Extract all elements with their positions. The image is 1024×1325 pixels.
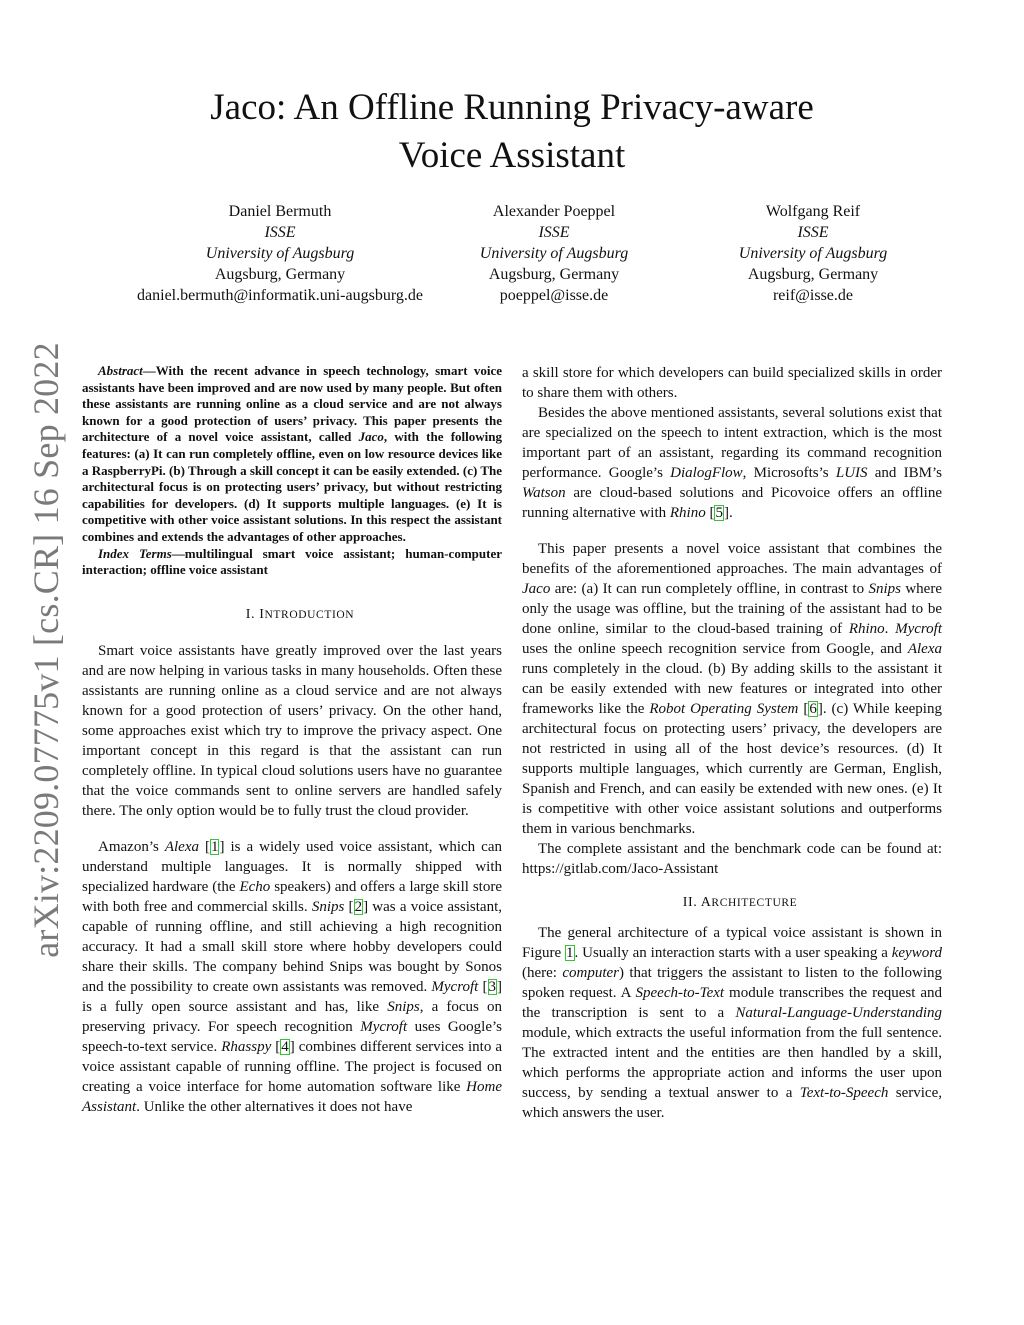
citation-link[interactable]: 6 <box>809 701 817 717</box>
arxiv-stamp <box>8 342 84 958</box>
author-org: University of Augsburg <box>479 245 629 262</box>
architecture-paragraph-1: The general architecture of a typical voice assistant is shown in Figure 1. Usually an interaction starts with a user speaking a keyword (here: computer) that triggers the assistant to listen to the following spoken request. A Speech-to-Text module transcribes the request and the transcription is sent to a Natural-Language-Understanding module, which extracts the useful information from the full sentence. The extracted intent and the entities are then handled by a skill, which performs the appropriate action and informs the user upon success, by sending a textual answer to a Text-to-Speech service, which answers the user. <box>522 925 943 1121</box>
intro-paragraph-2: Amazon’s Alexa [1] is a widely used voice assistant, which can understand multiple languages. It is normally shipped with specialized hardware (the Echo speakers) and offers a large skill store with both free and commercial skills. Snips [2] was a voice assistant, capable of running offline, and still achieving a high recognition accuracy. It had a small skill store where hobby developers could share their skills. The company behind Snips was bought by Sonos and the possibility to create own assistants was removed. Mycroft [3] is a fully open source assistant and has, like Snips, a focus on preserving privacy. For speech recognition Mycroft uses Google’s speech-to-text service. Rhasspy [4] combines different services into a voice assistant capable of running offline. The project is focused on creating a voice interface for home automation software like Home Assistant. Unlike the other alternatives it does not have <box>82 838 503 1115</box>
title-line-1: Jaco: An Offline Running Privacy-aware <box>210 87 814 128</box>
index-terms-label: Index Terms <box>98 545 172 561</box>
citation-link[interactable]: 1 <box>210 838 219 855</box>
author-location: Augsburg, Germany <box>214 266 346 283</box>
author-dept: ISSE <box>538 224 570 241</box>
index-terms: Index Terms—multilingual smart voice assistant; human-computer interaction; offline voice assistant <box>82 545 502 578</box>
author-dept: ISSE <box>797 224 829 241</box>
citation-link[interactable]: 2 <box>354 898 363 915</box>
author-block <box>0 201 1024 311</box>
title-line-2: Voice Assistant <box>398 135 626 176</box>
abstract-label: Abstract <box>98 363 143 378</box>
author-dept: ISSE <box>264 224 296 241</box>
author-name: Wolfgang Reif <box>765 203 861 220</box>
intro-paragraph-3: a skill store for which developers can build specialized skills in order to share them with others. <box>522 365 942 401</box>
author-email: poeppel@isse.de <box>499 287 609 304</box>
author-2 <box>404 201 704 306</box>
author-1 <box>130 201 430 306</box>
citation-link[interactable]: 5 <box>715 505 723 521</box>
intro-paragraph-5: This paper presents a novel voice assistant that combines the benefits of the aforementioned approaches. The main advantages of Jaco are: (a) It can run completely offline, in contrast to Snips where only the usage was offline, but the training of the assistant had to be done online, similar to the cloud-based training of Rhino. Mycroft uses the online speech recognition service from Google, and Alexa runs completely in the cloud. (b) By adding skills to the assistant it can be easily extended with new features or integrated into other frameworks like the Robot Operating System [6]. (c) While keeping architectural focus on protecting users’ privacy, the developers are not restricted in using all of the host device’s resources. (d) It supports multiple languages, which currently are German, English, Spanish and French, and can easily be extended with new ones. (e) It is competitive with other voice assistant solutions and outperforms them in various benchmarks. <box>522 541 943 837</box>
author-location: Augsburg, Germany <box>747 266 879 283</box>
author-name: Alexander Poeppel <box>492 203 616 220</box>
author-email: reif@isse.de <box>772 287 854 304</box>
arxiv-id: arXiv:2209.07775v1 [cs.CR] 16 Sep 2022 <box>26 342 66 958</box>
intro-paragraph-4: Besides the above mentioned assistants, several solutions exist that are specialized on the speech to intent extraction, which is the most important part of an assistant, regarding its command recognition performance. Google’s DialogFlow, Microsofts’s LUIS and IBM’s Watson are cloud-based solutions and Picovoice offers an offline running alternative with Rhino [5]. <box>522 405 942 521</box>
figure-link[interactable]: 1 <box>566 945 574 961</box>
left-column <box>82 363 502 1117</box>
paper-title <box>100 84 924 180</box>
author-name: Daniel Bermuth <box>228 203 332 220</box>
intro-paragraph-6: The complete assistant and the benchmark code can be found at: https://gitlab.com/Jaco-Assistant <box>522 841 942 877</box>
author-org: University of Augsburg <box>205 245 355 262</box>
citation-link[interactable]: 4 <box>281 1038 289 1055</box>
section-heading-introduction: I. INTRODUCTION <box>245 606 355 622</box>
author-3 <box>663 201 963 306</box>
author-location: Augsburg, Germany <box>488 266 620 283</box>
citation-link[interactable]: 3 <box>488 978 496 995</box>
section-heading-architecture: II. ARCHITECTURE <box>682 895 798 910</box>
right-column <box>522 363 942 1123</box>
author-email: daniel.bermuth@informatik.uni-augsburg.de <box>137 287 423 304</box>
abstract: Abstract—With the recent advance in speech technology, smart voice assistants have been improved and are now used by many people. But often these assistants are running online as a cloud service and are not always known for a good protection of users’ privacy. This paper presents the architecture of a novel voice assistant, called Jaco, with the following features: (a) It can run completely offline, even on low resource devices like a RaspberryPi. (b) Through a skill concept it can be easily extended. (c) The architectural focus is on protecting users’ privacy, but without restricting capabilities for developers. (d) It supports multiple languages. (e) It is competitive with other voice assistant solutions. In this respect the assistant combines and extends the advantages of other approaches. <box>82 363 502 544</box>
intro-paragraph-1: Smart voice assistants have greatly improved over the last years and are now helping in various tasks in many households. Often these assistants are running online as a cloud service and are not always known for a good protection of users’ privacy. On the other hand, some approaches exist which try to improve the privacy aspect. One important concept in this regard is that the assistant can run completely offline. In typical cloud solutions users have no guarantee that the voice commands sent to online servers are handled safely there. The only option would be to fully trust the cloud provider. <box>82 642 502 819</box>
author-org: University of Augsburg <box>738 245 888 262</box>
